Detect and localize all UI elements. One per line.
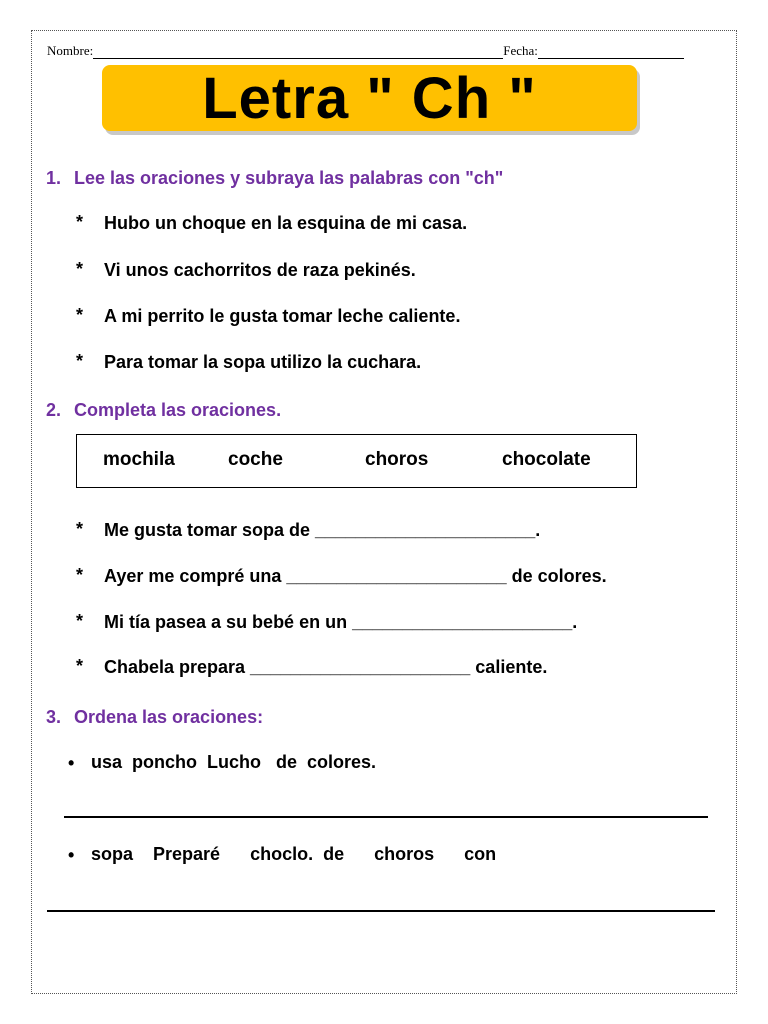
answer-line-2[interactable] xyxy=(47,910,715,912)
star-marker: * xyxy=(76,611,84,631)
word-bank-item: choros xyxy=(365,449,429,470)
word-bank-item: chocolate xyxy=(502,449,591,470)
section-3-item-1: usa poncho Lucho de colores. xyxy=(91,752,377,772)
section-1-item-1: Hubo un choque en la esquina de mi casa. xyxy=(104,213,468,233)
section-1-title xyxy=(46,168,503,189)
section-2-item-1[interactable]: Me gusta tomar sopa de ______________________. xyxy=(104,520,541,540)
section-1-number: 1. xyxy=(46,168,62,188)
word-bank xyxy=(76,434,637,488)
star-marker: * xyxy=(76,305,84,325)
star-marker: * xyxy=(76,565,84,585)
bullet-marker: • xyxy=(68,845,75,865)
section-1-item-2: Vi unos cachorritos de raza pekinés. xyxy=(104,260,416,280)
name-label: Nombre: xyxy=(47,43,94,58)
section-3-heading: Ordena las oraciones: xyxy=(74,707,264,727)
star-marker: * xyxy=(76,656,84,676)
section-1-item-4: Para tomar la sopa utilizo la cuchara. xyxy=(104,352,422,372)
section-1-heading: Lee las oraciones y subraya las palabras con "ch" xyxy=(74,168,504,188)
answer-line-1[interactable] xyxy=(64,816,708,818)
section-1-item-3: A mi perrito le gusta tomar leche caliente. xyxy=(104,306,461,326)
date-label: Fecha: xyxy=(503,43,538,58)
section-2-item-4[interactable]: Chabela prepara ______________________ caliente. xyxy=(104,657,548,677)
title-banner xyxy=(102,65,637,131)
bullet-marker: • xyxy=(68,753,75,773)
word-bank-item: mochila xyxy=(103,449,175,470)
date-field[interactable] xyxy=(538,44,684,59)
star-marker: * xyxy=(76,259,84,279)
section-2-item-2[interactable]: Ayer me compré una ______________________ de colores. xyxy=(104,566,607,586)
header-line xyxy=(47,43,684,59)
page-title: Letra " Ch " xyxy=(202,65,537,131)
section-3-number: 3. xyxy=(46,707,62,727)
star-marker: * xyxy=(76,519,84,539)
star-marker: * xyxy=(76,351,84,371)
section-2-heading: Completa las oraciones. xyxy=(74,400,282,420)
word-bank-item: coche xyxy=(228,449,283,470)
section-3-title xyxy=(46,707,263,728)
section-2-title xyxy=(46,400,281,421)
section-2-item-3[interactable]: Mi tía pasea a su bebé en un ______________________. xyxy=(104,612,578,632)
star-marker: * xyxy=(76,212,84,232)
name-field[interactable] xyxy=(93,44,503,59)
section-2-number: 2. xyxy=(46,400,62,420)
section-3-item-2: sopa Preparé choclo. de choros con xyxy=(91,844,497,864)
